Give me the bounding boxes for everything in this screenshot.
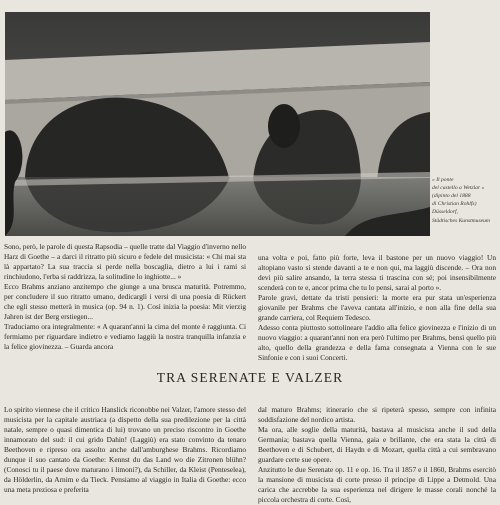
section-heading: TRA SERENATE E VALZER bbox=[156, 370, 344, 385]
caption-line: Städtisches Kunstmuseum bbox=[432, 217, 490, 224]
text-column-right-top bbox=[258, 253, 496, 363]
caption-line: del castello a Wetzlar » bbox=[432, 185, 485, 192]
text-column-right-bottom bbox=[258, 405, 496, 505]
caption-line: « Il ponte bbox=[432, 177, 454, 183]
paragraph: Sono, però, le parole di questa Rapsodia – quelle tratte dal Viaggio d'inverno nello Harz di Goethe – a darci il ritratto più sicuro e fedele del musicista: « Chi mai sta là appartato? La sua traccia si perde nella boscaglia, dietro a lui i rami si rinchiudono, l'erba si raddrizza, la solitudine lo inghiotte... » bbox=[4, 242, 247, 281]
photo-caption bbox=[432, 176, 498, 225]
paragraph: Ma ora, alle soglie della maturità, bastava al musicista anche il sud della Germania; bastava quella Vienna, gaia e brillante, che era stata la città di Beethoven e di Schubert, di Haydn e di Mozart, quella città a cui sembravano guardare certe sue opere. bbox=[258, 425, 496, 464]
caption-line: (dipinto del 1888 bbox=[432, 193, 471, 200]
paragraph: Parole gravi, dettate da tristi pensieri: la morte era pur stata un'esperienza giovanile per Brahms che l'aveva cantata all'inizio, e non alla fine della sua grande carriera, col Requiem Tedesco. bbox=[258, 293, 496, 322]
paragraph: Ecco Brahms anziano anzitempo che giunge a una brusca maturità. Potremmo, per concludere il suo ritratto umano, dedicargli i versi di una poesia di Rückert che egli stesso metterà in musica (op. 94 n. 1). Così inizia la poesia: Mit vierzig Jahren ist der Berg erstiegen... bbox=[4, 282, 246, 321]
paragraph: Adesso conta piuttosto sottolineare l'addio alla felice giovinezza e l'inizio di un nuovo viaggio: a quarant'anni non era però l'ultimo per Brahms, bensì quello più alto, quello della grandezza e della fama consegnata a Vienna con le sue Sinfonie e con i suoi Concerti. bbox=[258, 323, 496, 362]
paragraph: Anzitutto le due Serenate op. 11 e op. 16. Tra il 1857 e il 1860, Brahms esercitò la mansione di musicista di corte presso il principe di Lippe a Detmold. Una carica che accrebbe la sua esperienza nel dirigere le masse corali nonché la piccola orchestra di corte. Così, bbox=[258, 465, 496, 504]
painting-photo bbox=[5, 12, 430, 236]
caption-line: di Christian Rohlfs) bbox=[432, 201, 477, 208]
paragraph: dal maturo Brahms; itinerario che si ripeterà spesso, sempre con infinita soddisfazione del nordico artista. bbox=[258, 405, 496, 424]
bridge-painting-image bbox=[5, 12, 430, 236]
text-column-left-top bbox=[4, 242, 246, 352]
paragraph: Lo spirito viennese che il critico Hanslick riconobbe nei Valzer, l'amore stesso del musicista per la capitale austriaca (a dispetto della sua predilezione per la città natale, sempre o quasi dimentica di lui) trovano un preciso riscontro in Goethe innamorato del sud: il cui grido Dahin! (Laggiù) era stato convinto da tenaro Beethoven e ripreso ora assolto anche dall'amburghese Brahms. Ricordiamo dunque il suo cantato da Goethe: Kennst du das Land wo die Zitronen blühn? (Conosci tu il paese dove maturano i limoni?), da Schiller, da Kleist (Penteselea), da Hölderlin, da Arnim e da Tieck. Pensiamo al viaggio in Italia di Goethe: ecco una meta preziosa e preferita bbox=[4, 405, 246, 494]
paragraph: una volta e poi, fatto più forte, leva il bastone per un nuovo viaggio! Un altopiano vasto si stende davanti a te e non qui, ma laggiù discende. – Ora non devi più salire ansando, la terra stessa ti trascina con sé; poi insensibilmente scenderà con te e, ancor prima che tu lo pensi, sarai al porto ». bbox=[258, 253, 496, 292]
text-column-left-bottom bbox=[4, 405, 246, 495]
caption-line: Düsseldorf, bbox=[432, 209, 458, 216]
paragraph: Traduciamo ora integralmente: « A quarant'anni la cima del monte è raggiunta. Ci fermiamo per riguardare indietro e vediamo laggiù la nostra tranquilla infanzia e la felice giovinezza. – Guarda ancora bbox=[4, 322, 246, 351]
